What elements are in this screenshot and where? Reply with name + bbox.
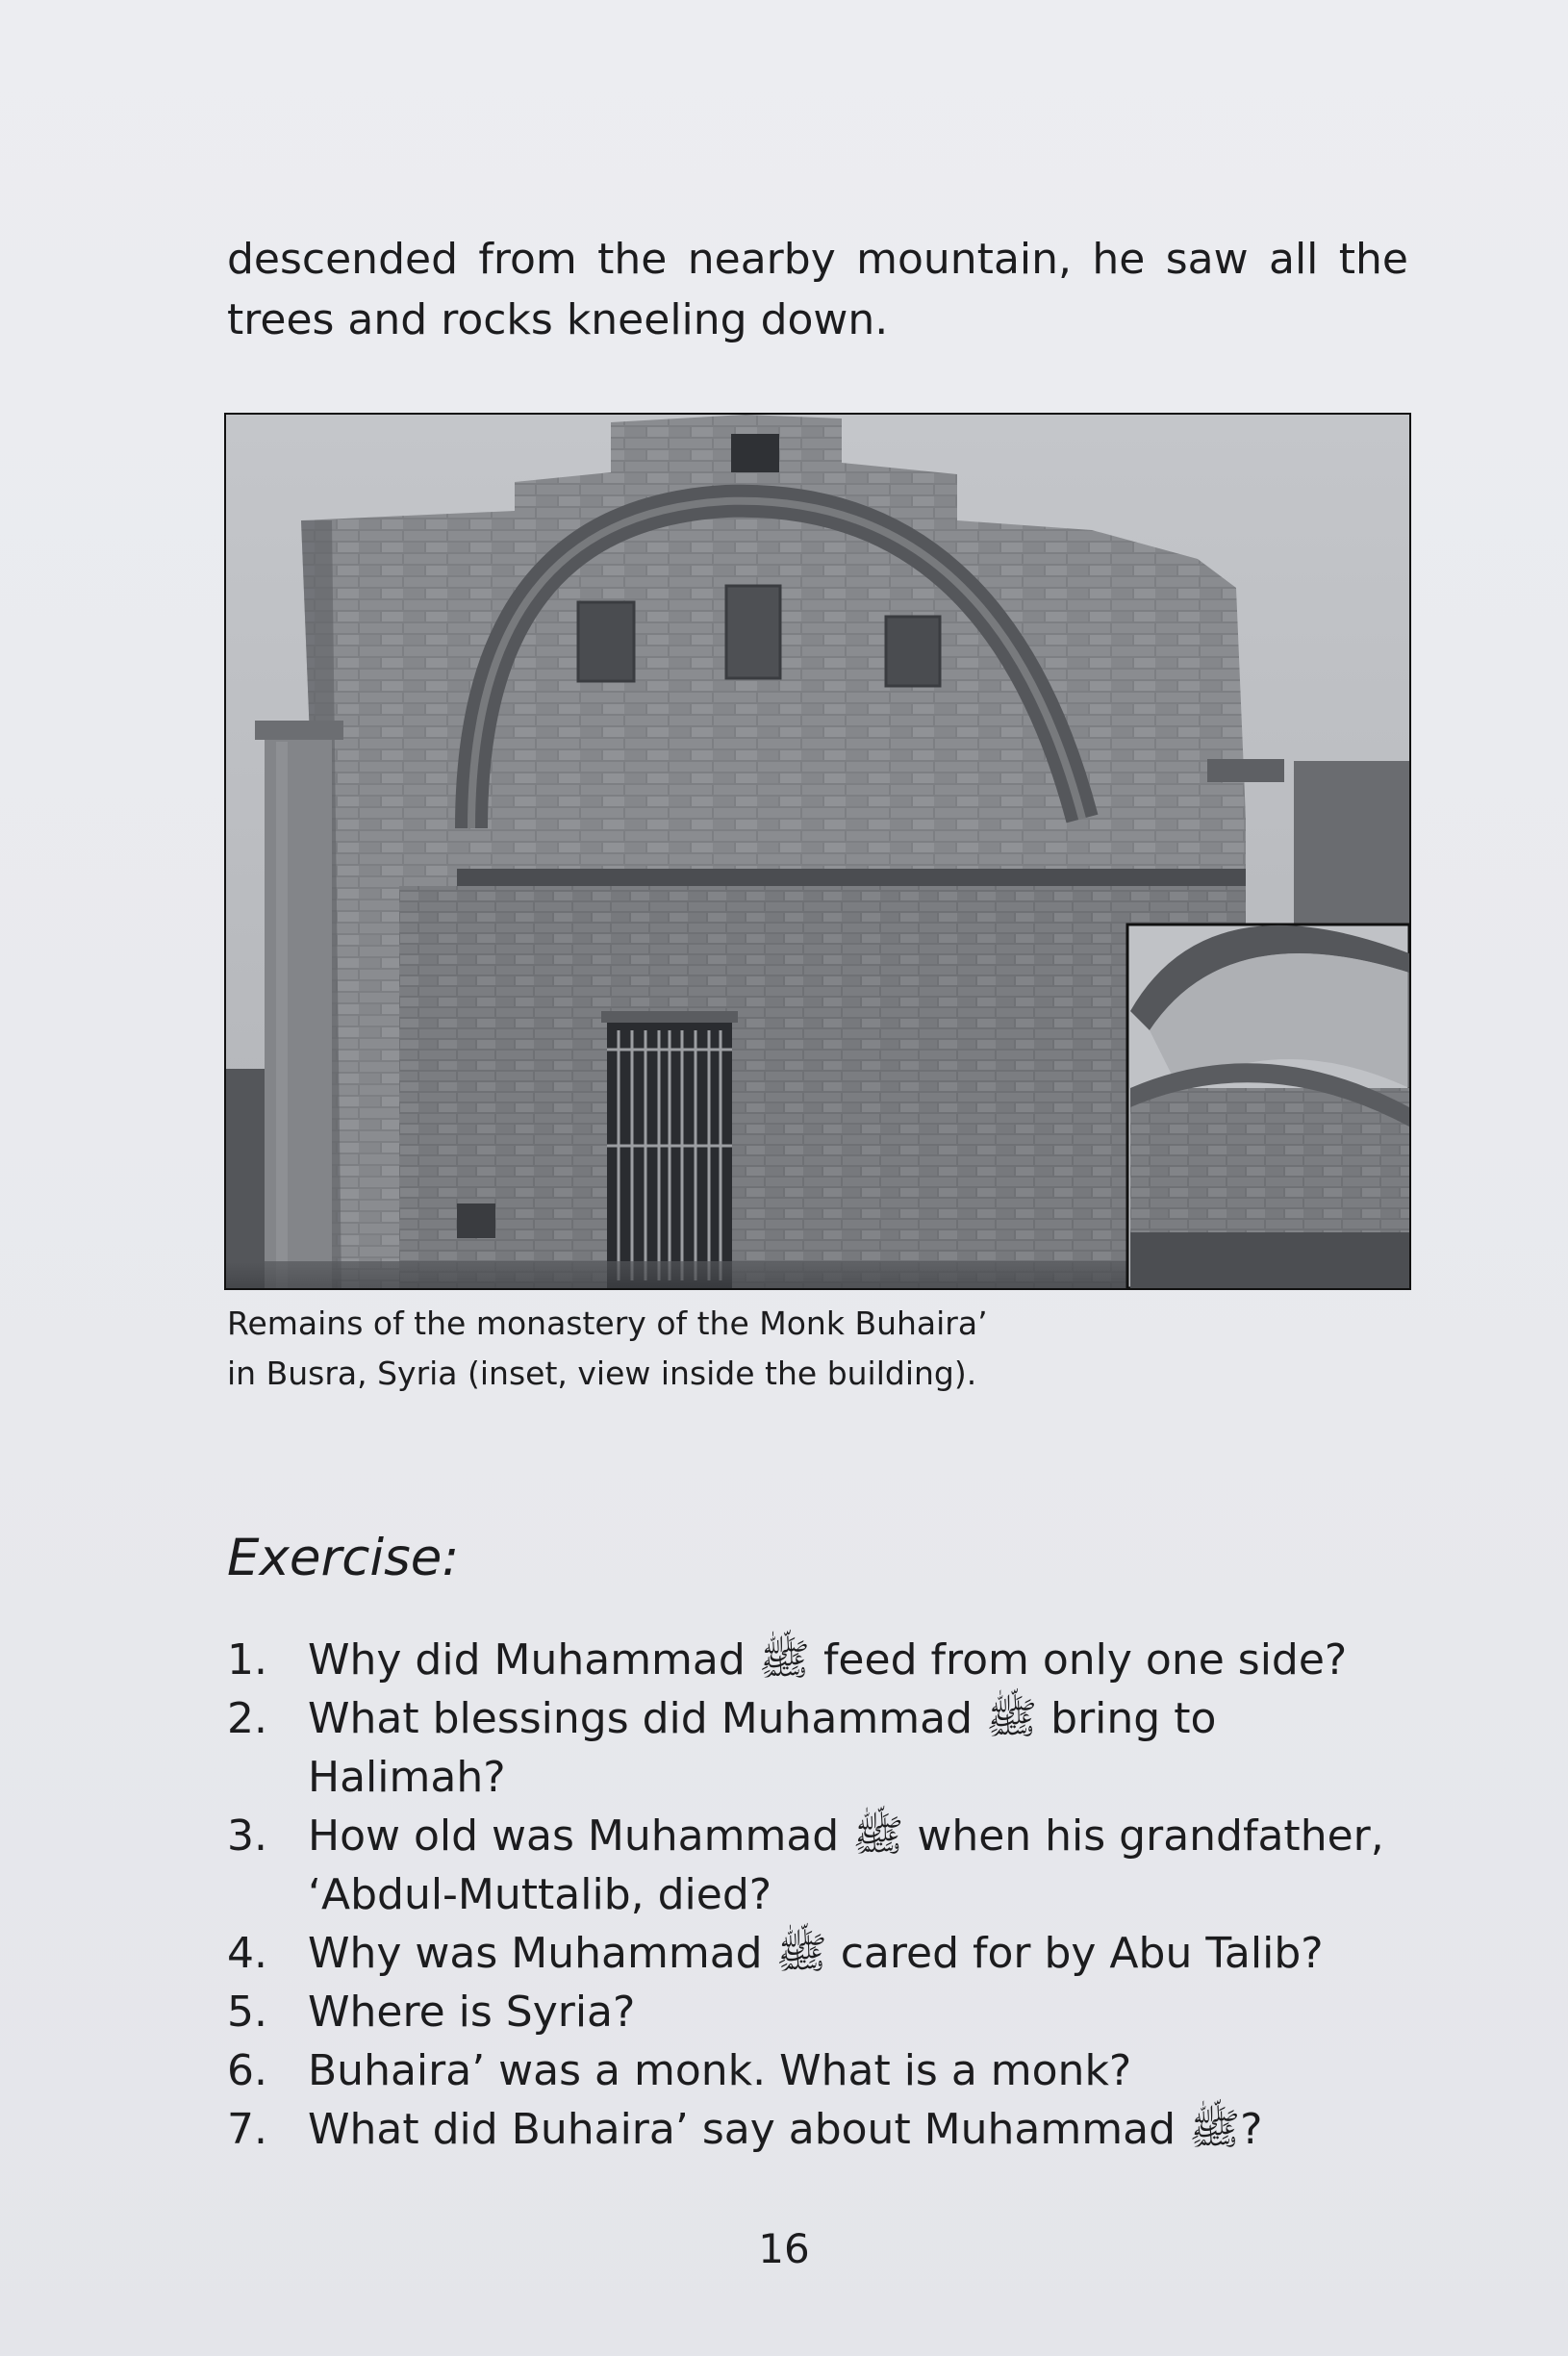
monastery-photo — [224, 413, 1411, 1290]
interior-arch-photo — [1127, 925, 1409, 1288]
caption-line: in Busra, Syria (inset, view inside the building). — [227, 1355, 977, 1392]
exercise-question — [227, 1807, 1410, 1924]
question-number: 3. — [227, 1811, 267, 1861]
caption-line: Remains of the monastery of the Monk Buhaira’ — [227, 1305, 988, 1342]
page-number: 16 — [758, 2225, 810, 2272]
question-text: Why was Muhammad ﷺ cared for by Abu Talib? — [308, 1929, 1324, 1978]
exercise-list — [227, 1631, 1410, 2159]
exercise-question — [227, 2100, 1410, 2159]
monastery-ruins-photo — [226, 415, 1409, 1288]
exercise-question — [227, 2041, 1410, 2100]
photo-caption — [227, 1299, 1420, 1399]
exercise-question — [227, 1689, 1410, 1807]
question-text: How old was Muhammad ﷺ when his grandfather, ‘Abdul-Muttalib, died? — [308, 1811, 1384, 1919]
question-number: 1. — [227, 1635, 267, 1685]
exercise-heading: Exercise: — [227, 1529, 460, 1587]
question-text: What blessings did Muhammad ﷺ bring to Halimah? — [308, 1694, 1217, 1802]
exercise-question — [227, 1631, 1410, 1689]
question-text: What did Buhaira’ say about Muhammad ﷺ? — [308, 2105, 1263, 2154]
question-number: 7. — [227, 2105, 267, 2154]
question-number: 2. — [227, 1694, 267, 1743]
exercise-question — [227, 1924, 1410, 1983]
question-text: Why did Muhammad ﷺ feed from only one side? — [308, 1635, 1348, 1685]
question-number: 5. — [227, 1988, 267, 2037]
intro-paragraph: descended from the nearby mountain, he saw all the trees and rocks kneeling down. — [227, 235, 1408, 344]
exercise-question — [227, 1983, 1410, 2041]
question-number: 4. — [227, 1929, 267, 1978]
question-number: 6. — [227, 2046, 267, 2095]
question-text: Buhaira’ was a monk. What is a monk? — [308, 2046, 1132, 2095]
question-text: Where is Syria? — [308, 1988, 636, 2037]
